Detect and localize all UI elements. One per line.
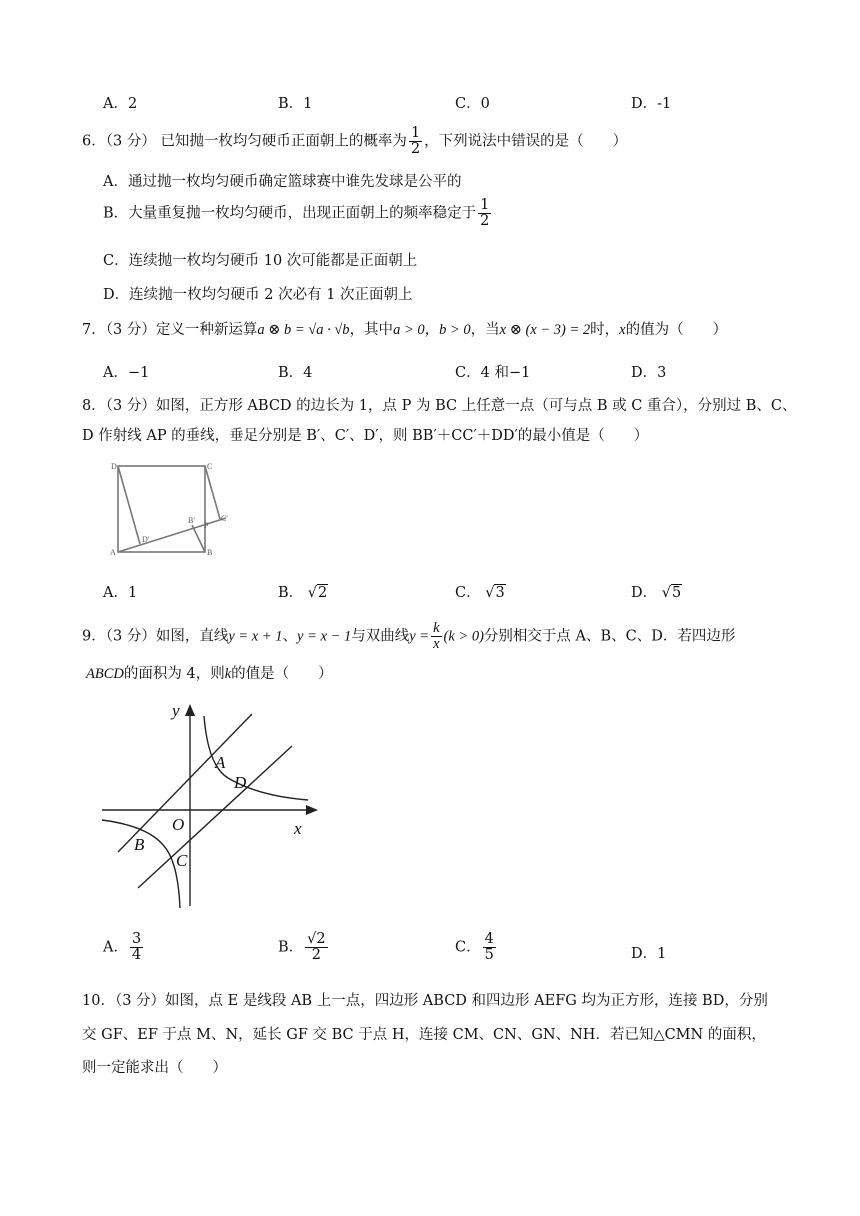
q7-stem-part: 时， (590, 322, 620, 338)
option-value: 1 (303, 96, 313, 112)
q9-option-c (455, 932, 498, 963)
option-fraction (483, 932, 496, 963)
option-letter: C． (103, 253, 129, 269)
question-score: （3 分） (105, 398, 156, 414)
question-number: 6． (82, 133, 106, 150)
q5-option-c (455, 92, 490, 113)
label-b: B (207, 548, 213, 557)
option-value: 1 (127, 585, 138, 601)
option-letter: A． (103, 365, 128, 381)
option-text: 连续抛一枚均匀硬币 10 次可能都是正面朝上 (128, 253, 418, 269)
label-o: O (172, 815, 185, 834)
option-letter: C． (455, 96, 481, 112)
option-letter: D． (103, 287, 130, 303)
label-a: A (215, 753, 226, 772)
q6-option-c (103, 249, 417, 270)
question-score: （3 分） (114, 993, 166, 1009)
q9-stem-part: 的面积为 4，则 (123, 666, 225, 682)
q9-hyperbola-figure (98, 696, 323, 914)
option-letter: B． (278, 585, 304, 601)
sqrt-expression: √5 (661, 585, 682, 601)
q6-option-b-fraction (478, 198, 491, 229)
label-a: A (110, 548, 116, 557)
option-letter: B． (278, 365, 304, 381)
q7-stem-part: ，当 (470, 322, 500, 338)
question-number: 8． (82, 398, 106, 414)
q9-variable: k (224, 666, 232, 682)
q7-condition: a > 0，b > 0 (393, 322, 471, 338)
q7-stem-part: 的值为（ ） (625, 322, 728, 338)
q8-square-figure (108, 458, 236, 558)
option-letter: B． (103, 205, 129, 222)
q9-separator: 、 (282, 628, 298, 645)
option-fraction (305, 932, 327, 963)
y-axis-arrow (185, 704, 195, 716)
q7-given-equation: x ⊗ (x − 3) = 2 (499, 322, 591, 338)
q9-stem-part: 的值是（ ） (231, 666, 333, 682)
option-letter: D． (631, 365, 658, 381)
option-letter: C． (455, 585, 481, 601)
q6-option-d (103, 283, 413, 304)
option-fraction (130, 932, 143, 963)
q9-curve-condition: (k > 0) (443, 628, 484, 645)
question-number: 10． (82, 993, 115, 1009)
option-letter: D． (631, 946, 658, 962)
perpendicular-dd (118, 466, 140, 544)
label-x: x (294, 819, 302, 838)
label-y: y (172, 701, 180, 720)
q9-option-a (103, 932, 145, 963)
fraction-denominator: x (433, 636, 440, 653)
q7-option-a (103, 361, 149, 382)
label-c: C (207, 462, 213, 471)
radicand: 3 (495, 585, 505, 601)
option-letter: D． (631, 585, 658, 601)
label-b: B (134, 835, 145, 854)
option-letter: A． (103, 939, 128, 956)
option-text: 通过抛一枚均匀硬币确定篮球赛中谁先发球是公平的 (127, 174, 462, 190)
q7-option-c (455, 361, 530, 382)
q6-stem-after: ，下列说法中错误的是（ ） (424, 133, 628, 150)
q10-line-2 (82, 1027, 766, 1044)
q7-stem-part: ，其中 (349, 322, 394, 338)
q9-quadrilateral: ABCD (86, 666, 124, 682)
q9-stem-part: 如图，直线 (155, 628, 229, 645)
question-number: 9． (82, 628, 106, 645)
option-letter: A． (103, 96, 128, 112)
q6-stem (82, 126, 627, 157)
hyperbola-branch-2 (102, 820, 180, 908)
q8-option-b (278, 581, 328, 602)
label-d: D (234, 773, 247, 792)
q10-line-3 (82, 1060, 227, 1077)
label-c-prime: C′ (221, 514, 229, 523)
q8-option-a (103, 581, 137, 602)
fraction-numerator: 4 (484, 931, 494, 947)
fraction-denominator: 2 (311, 947, 321, 964)
option-letter: B． (278, 939, 304, 956)
option-text: 大量重复抛一枚均匀硬币，出现正面朝上的频率稳定于 (128, 205, 477, 222)
question-score: （3 分） (105, 133, 156, 150)
option-letter: A． (103, 174, 128, 190)
label-b-prime: B′ (188, 516, 196, 525)
option-value: −1 (127, 365, 150, 381)
q8-stem-text: D 作射线 AP 的垂线，垂足分别是 B′、C′、D′，则 BB′＋CC′＋DD′的最小值是（ ） (82, 428, 649, 444)
q6-option-a (103, 170, 461, 191)
fraction-denominator: 2 (410, 141, 421, 158)
q9-option-d (631, 942, 666, 963)
option-value: 0 (480, 96, 490, 112)
option-value: 2 (127, 96, 138, 112)
option-value: 3 (657, 365, 667, 381)
q5-option-b (278, 92, 312, 113)
option-value: 1 (657, 946, 667, 962)
sqrt-expression: √3 (485, 585, 505, 601)
q10-stem-text: 如图，点 E 是线段 AB 上一点，四边形 ABCD 和四边形 AEFG 均为正方形，连接 BD，分别 (165, 993, 768, 1009)
question-number: 7． (82, 322, 106, 338)
x-axis-arrow (306, 805, 318, 815)
line-y-x-plus-1 (118, 714, 252, 852)
q5-option-d (631, 92, 671, 113)
label-c: C (176, 851, 188, 870)
radicand: 2 (318, 585, 328, 601)
radicand: 5 (672, 585, 682, 601)
option-letter: B． (278, 96, 304, 112)
q10-stem-text: 则一定能求出（ ） (82, 1060, 227, 1076)
q7-stem-part: 定义一种新运算 (155, 322, 258, 338)
q8-stem-text: 如图，正方形 ABCD 的边长为 1，点 P 为 BC 上任意一点（可与点 B 或 C 重合），分别过 B、C、 (155, 398, 797, 414)
option-letter: D． (631, 96, 658, 112)
fraction-numerator: √2 (307, 931, 326, 947)
q6-stem-before: 已知抛一枚均匀硬币正面朝上的概率为 (160, 133, 407, 150)
q7-stem (82, 322, 727, 339)
fraction-denominator: 4 (131, 947, 142, 964)
fraction-numerator: 1 (410, 125, 421, 141)
option-value: 4 (303, 365, 313, 381)
q8-option-c (455, 581, 506, 602)
q8-option-d (631, 581, 682, 602)
fraction-denominator: 5 (484, 947, 494, 964)
q10-line-1 (82, 993, 768, 1010)
q7-option-b (278, 361, 312, 382)
q5-option-a (103, 92, 137, 113)
q9-option-b (278, 932, 330, 963)
option-value: 4 和−1 (480, 365, 531, 381)
option-text: 连续抛一枚均匀硬币 2 次必有 1 次正面朝上 (129, 287, 413, 303)
q9-curve-lhs: y = (409, 628, 430, 645)
fraction-numerator: 1 (480, 197, 490, 213)
q7-variable: x (619, 322, 626, 338)
q8-line-2 (82, 428, 648, 445)
q9-curve-fraction (431, 621, 441, 652)
q9-line-b: y = x − 1 (297, 628, 352, 645)
question-score: （3 分） (105, 322, 156, 338)
fraction-denominator: 2 (480, 213, 490, 230)
option-letter: C． (455, 365, 481, 381)
label-p: P (204, 521, 209, 530)
option-letter: C． (455, 939, 481, 956)
label-d-prime: D′ (142, 535, 150, 544)
label-d: D (111, 462, 117, 471)
q7-option-d (631, 361, 666, 382)
perpendicular-cc (205, 466, 220, 519)
q8-line-1 (82, 398, 797, 415)
q9-stem-part: 分别相交于点 A、B、C、D．若四边形 (483, 628, 736, 645)
q10-stem-text: 交 GF、EF 于点 M、N，延长 GF 交 BC 于点 H，连接 CM、CN、GN、NH．若已知△CMN 的面积， (82, 1027, 766, 1043)
fraction-numerator: k (433, 620, 440, 636)
q9-line-2 (86, 666, 333, 683)
q6-fraction (409, 126, 422, 157)
sqrt-expression: √2 (307, 585, 328, 601)
q9-stem-part: 与双曲线 (351, 628, 410, 645)
option-value: -1 (657, 96, 672, 112)
q6-option-b (103, 198, 493, 229)
option-letter: A． (103, 585, 128, 601)
q9-line-1 (82, 621, 735, 652)
fraction-numerator: 3 (131, 931, 142, 947)
q7-formula: a ⊗ b = √a · √b (257, 322, 350, 338)
q9-line-a: y = x + 1 (228, 628, 283, 645)
question-score: （3 分） (105, 628, 156, 645)
